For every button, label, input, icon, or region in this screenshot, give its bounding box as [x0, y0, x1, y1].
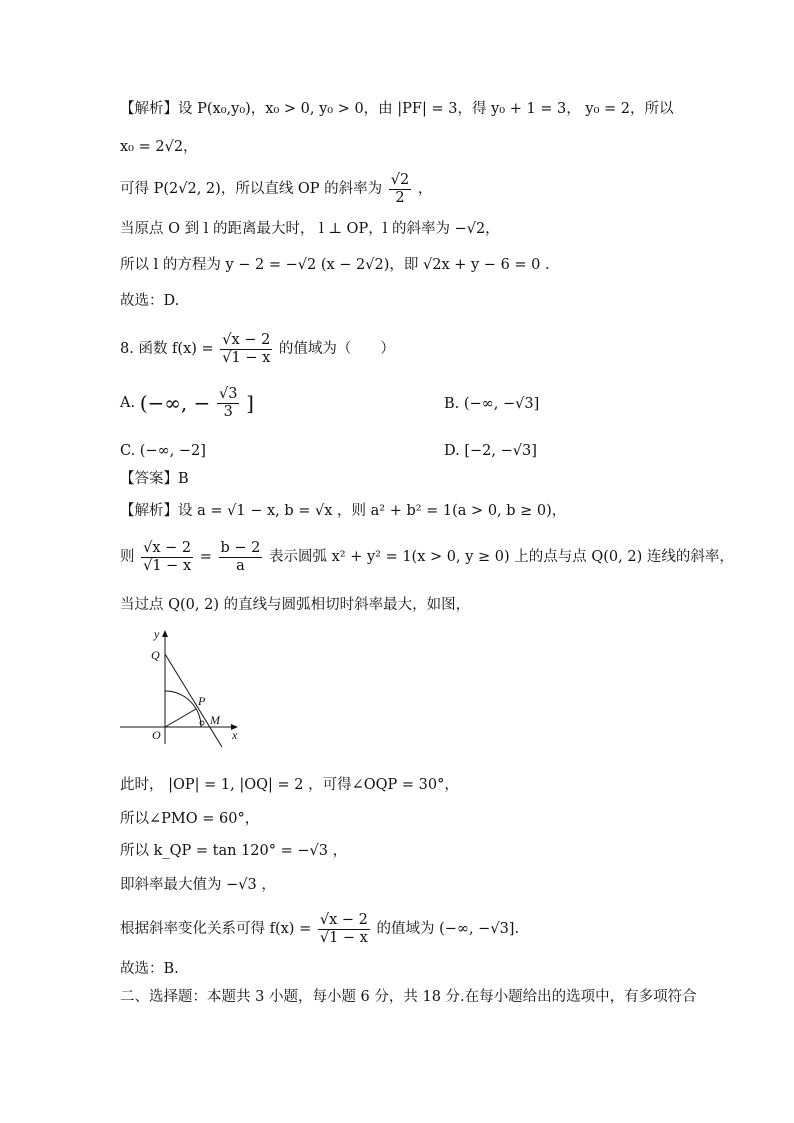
label-q: Q	[151, 648, 160, 662]
answer8-line6: 所以 k_QP = tan 120° = −√3 ，	[120, 843, 348, 859]
answer8-line5: 所以∠PMO = 60°，	[120, 811, 260, 827]
fraction: $\frac{√x - 2}{√1 - x}$	[319, 912, 368, 946]
option-b: B. (−∞, −√3]	[444, 396, 540, 412]
analysis7-line5: 所以 l 的方程为 y − 2 = −√2 (x − 2√2)，即 √2x + y − 6 = 0 .	[120, 257, 550, 273]
answer8-line8: 根据斜率变化关系可得 f(x) = $\frac{√x - 2}{√1 - x}$ 的值域为 (−∞, −√3].	[120, 912, 520, 946]
fraction: $\frac{√x - 2}{√1 - x}$	[222, 332, 271, 366]
geometry-figure	[118, 626, 248, 750]
segment-op	[165, 709, 196, 727]
analysis7-line2: x₀ = 2√2，	[120, 139, 198, 155]
answer8-line2: 则 $\frac{√x - 2}{√1 - x}$ = $\frac{b - 2}{a}$ 表示圆弧 x² + y² = 1(x > 0, y ≥ 0) 上的点与点 Q(0, 2) 连线的斜率，	[120, 540, 734, 574]
analysis7-line1: 【解析】设 P(x₀,y₀)，x₀ > 0, y₀ > 0，由 |PF| = 3，得 y₀ + 1 = 3， y₀ = 2，所以	[120, 101, 674, 117]
answer8-line3: 当过点 Q(0, 2) 的直线与圆弧相切时斜率最大，如图，	[120, 597, 471, 613]
option-d: D. [−2, −√3]	[444, 443, 537, 459]
answer8-line9: 故选：B.	[120, 961, 179, 977]
option-a: A. (−∞, − $\frac{√3}{3}$ ]	[120, 386, 254, 420]
analysis7-line6: 故选：D.	[120, 293, 180, 309]
label-o: O	[152, 728, 161, 742]
fraction: $\frac{b - 2}{a}$	[220, 540, 261, 574]
fraction: $\frac{√2}{2}$	[390, 172, 410, 206]
section-heading: 二、选择题：本题共 3 小题，每小题 6 分，共 18 分.在每小题给出的选项中，有多项符合	[120, 989, 697, 1005]
analysis7-line4: 当原点 O 到 l 的距离最大时， l ⊥ OP，l 的斜率为 −√2，	[120, 221, 500, 237]
analysis7-line3: 可得 P(2√2, 2)，所以直线 OP 的斜率为 $\frac{√2}{2}$ ，	[120, 172, 433, 206]
label-m: M	[210, 713, 220, 727]
question8-stem: 8. 函数 f(x) = $\frac{√x - 2}{√1 - x}$ 的值域为（ ）	[120, 332, 395, 366]
y-axis-arrow	[162, 630, 168, 637]
answer8-line7: 即斜率最大值为 −√3 ，	[120, 877, 276, 893]
answer8-line1: 【解析】设 a = √1 − x, b = √x ，则 a² + b² = 1(a > 0, b ≥ 0)，	[120, 503, 567, 519]
tangent-line	[165, 654, 222, 747]
fraction: $\frac{√x - 2}{√1 - x}$	[143, 540, 192, 574]
answer8-answer: 【答案】B	[120, 471, 189, 487]
label-p: P	[198, 694, 206, 708]
answer8-line4: 此时， |OP| = 1, |OQ| = 2 ，可得∠OQP = 30°，	[120, 777, 459, 793]
label-y: y	[154, 627, 160, 641]
label-x: x	[232, 728, 238, 742]
option-c: C. (−∞, −2]	[120, 443, 206, 459]
fraction: $\frac{√3}{3}$	[219, 386, 238, 420]
